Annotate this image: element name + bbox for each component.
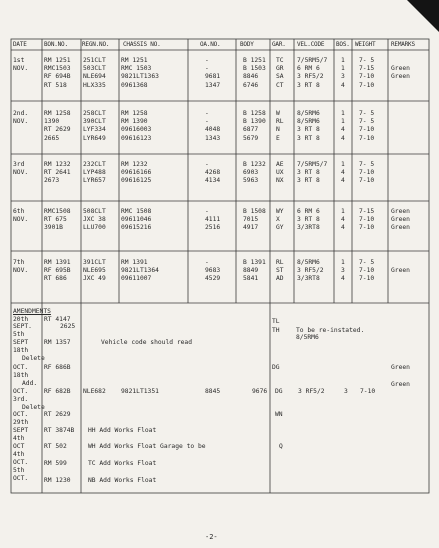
amend-action: Add. (22, 380, 38, 387)
cell-oa: 9681 (205, 73, 221, 81)
cell-remarks: Green (391, 216, 410, 224)
cell-regn: LYF334 (83, 126, 106, 134)
amend-date: 4th (13, 451, 25, 458)
cell-chassis: 09616123 (121, 134, 152, 142)
cell-gar: AE (276, 161, 284, 168)
cell-body: 5963 (243, 177, 259, 185)
amend-note: TC Add Works Float (88, 460, 157, 467)
amend-gar: DG (275, 388, 283, 395)
cell-regn: HLX335 (83, 81, 106, 89)
amend-gar: Q (279, 443, 283, 450)
cell-vel-code: 7/5RM5/7 (297, 57, 328, 64)
cell-regn: LYP488 (83, 169, 106, 177)
cell-gar: WY (276, 208, 284, 215)
cell-remarks: Green (391, 267, 410, 275)
cell-bon: RM 1258 (44, 110, 71, 117)
cell-vel-code: 3 RT 8 (297, 134, 320, 142)
col-header-oa: OA.NO. (200, 41, 221, 48)
cell-body: B 1258 (243, 110, 266, 117)
amend-regn: NLE682 (83, 388, 106, 395)
col-header-body: BODY (240, 41, 254, 48)
amendments-title: AMENDMENTS (13, 308, 51, 315)
cell-bos: 1 (341, 259, 345, 266)
cell-bos: 4 (341, 81, 345, 89)
cell-oa: 1347 (205, 81, 221, 89)
amend-remarks: Green (391, 381, 410, 388)
cell-vel-code: 3/3RT8 (297, 224, 320, 232)
cell-bos: 4 (341, 275, 345, 283)
amend-note: WH Add Works Float Garage to be (88, 443, 206, 450)
cell-weight: 7-10 (359, 275, 375, 283)
cell-body: B 1251 (243, 57, 266, 64)
amend-note: HH Add Works Float (88, 427, 157, 434)
cell-remarks: Green (391, 224, 410, 232)
cell-oa: 1343 (205, 134, 221, 142)
col-header-regn: REGN.NO. (82, 41, 110, 48)
amend-date: 4th (13, 435, 25, 442)
cell-bon: 1390 (44, 118, 60, 126)
cell-vel-code: 3 RF5/2 (297, 73, 324, 81)
cell-gar: E (276, 134, 280, 142)
cell-bos: 4 (341, 216, 345, 224)
cell-bos: 1 (341, 57, 345, 64)
cell-chassis: 09616003 (121, 126, 152, 134)
cell-body: 6746 (243, 81, 259, 89)
cell-body: B 1390 (243, 118, 266, 126)
cell-oa: - (205, 161, 209, 168)
cell-gar: RL (276, 118, 284, 126)
cell-gar: RL (276, 259, 284, 266)
cell-vel-code: 3 RT 8 (297, 126, 320, 134)
cell-gar: SA (276, 73, 284, 81)
amend-bon: RT 3874B (44, 427, 75, 434)
cell-chassis: 9821LT1364 (121, 267, 159, 275)
cell-body: B 1503 (243, 65, 266, 73)
cell-regn: LLU700 (83, 224, 106, 232)
cell-date: 3rd (13, 161, 25, 168)
cell-bon: 2665 (44, 134, 60, 142)
col-header-weight: WEIGHT (355, 41, 376, 48)
col-header-remarks: REMARKS (391, 41, 415, 48)
cell-oa: 4529 (205, 275, 221, 283)
cell-weight: 7- 5 (359, 57, 375, 64)
amend-bon: RM 1357 (44, 339, 71, 346)
cell-oa: - (205, 259, 209, 266)
cell-vel-code: 3/3RT8 (297, 275, 320, 283)
amend-date: OCT. (13, 475, 29, 482)
cell-body: 6903 (243, 169, 259, 177)
cell-gar: AD (276, 275, 284, 283)
cell-vel-code: 6 RM 6 (297, 65, 320, 73)
cell-bon: RF 695B (44, 267, 71, 275)
cell-bon: 3901B (44, 224, 63, 232)
amend-bon: RF 682B (44, 388, 71, 395)
cell-regn: LYR649 (83, 134, 106, 142)
cell-oa: 4111 (205, 216, 221, 224)
cell-remarks: Green (391, 208, 410, 215)
cell-chassis: RMC 1503 (121, 65, 152, 73)
cell-bos: 1 (341, 118, 345, 126)
cell-chassis: RMC 1508 (121, 208, 152, 215)
cell-bon: RM 1232 (44, 161, 71, 168)
cell-date: 1st (13, 57, 25, 64)
cell-oa: 9683 (205, 267, 221, 275)
cell-bos: 3 (341, 267, 345, 275)
cell-chassis: 09615216 (121, 224, 152, 232)
amend-date: OCT. (13, 364, 29, 371)
amend-gar: WN (275, 411, 283, 418)
amend-date: OCT. (13, 411, 29, 418)
amend-date: 29th (13, 419, 29, 426)
cell-weight: 7-10 (359, 73, 375, 81)
cell-remarks: Green (391, 73, 410, 81)
cell-regn: 390CLT (83, 118, 106, 126)
cell-bon: 2673 (44, 177, 60, 185)
amend-gar: TH (272, 327, 280, 334)
amend-bon: RT 502 (44, 443, 67, 450)
cell-weight: 7- 5 (359, 110, 375, 117)
cell-chassis: RM 1391 (121, 259, 148, 266)
cell-body: B 1391 (243, 259, 266, 266)
cell-chassis: RM 1390 (121, 118, 148, 126)
cell-oa: 2516 (205, 224, 221, 232)
col-header-date: DATE (13, 41, 27, 48)
cell-oa: - (205, 208, 209, 215)
cell-oa: - (205, 110, 209, 117)
cell-oa: - (205, 118, 209, 126)
cell-weight: 7-10 (359, 126, 375, 134)
amend-body: 9676 (252, 388, 268, 395)
cell-gar: X (276, 216, 280, 224)
col-header-bon: BON.NO. (44, 41, 68, 48)
amend-date: SEPT. (13, 323, 32, 330)
cell-chassis: RM 1258 (121, 110, 148, 117)
cell-oa: 4268 (205, 169, 221, 177)
cell-bon: RF 694B (44, 73, 71, 81)
cell-date: NOV. (13, 216, 29, 224)
cell-vel-code: 3 RF5/2 (297, 267, 324, 275)
cell-vel-code: 3 RT 8 (297, 177, 320, 185)
cell-vel-code: 3 RT 8 (297, 81, 320, 89)
amend-vel: 8/5RM6 (296, 334, 319, 341)
cell-regn: 508CLT (83, 208, 106, 215)
cell-date: NOV. (13, 169, 29, 177)
cell-regn: 232CLT (83, 161, 106, 168)
cell-remarks: Green (391, 65, 410, 73)
cell-date: NOV. (13, 65, 29, 73)
amend-date: 20th (13, 316, 29, 323)
amend-date: 3rd. (13, 396, 29, 403)
cell-bon: RM 1391 (44, 259, 71, 266)
cell-chassis: 0961368 (121, 81, 148, 89)
cell-bon: RMC1508 (44, 208, 71, 215)
amend-chassis: 9821LT1351 (121, 388, 159, 395)
cell-chassis: 09611046 (121, 216, 152, 224)
amend-date: OCT (13, 443, 25, 450)
cell-bon: RM 1251 (44, 57, 71, 64)
cell-chassis: 09616125 (121, 177, 152, 185)
cell-vel-code: 8/5RM6 (297, 118, 320, 126)
cell-oa: 4048 (205, 126, 221, 134)
cell-gar: CT (276, 81, 284, 89)
amend-gar: DG (272, 364, 280, 371)
cell-regn: 503CLT (83, 65, 106, 73)
cell-bos: 4 (341, 224, 345, 232)
amend-vel: 3 RF5/2 (298, 388, 325, 395)
cell-bos: 1 (341, 161, 345, 168)
cell-gar: W (276, 110, 280, 117)
cell-regn: LYR657 (83, 177, 106, 185)
amend-note: To be re-instated. (296, 327, 365, 334)
cell-bon: RT 2641 (44, 169, 71, 177)
amend-remarks: Green (391, 364, 410, 371)
cell-regn: JXC 38 (83, 216, 106, 224)
amend-weight: 7-10 (360, 388, 376, 395)
page-number: -2- (205, 533, 218, 541)
cell-gar: UX (276, 169, 284, 177)
cell-bon: RT 686 (44, 275, 67, 283)
cell-bon: RMC1503 (44, 65, 71, 73)
cell-weight: 7-10 (359, 267, 375, 275)
cell-bos: 1 (341, 208, 345, 215)
cell-regn: 258CLT (83, 110, 106, 117)
cell-weight: 7-10 (359, 134, 375, 142)
cell-vel-code: 8/5RM6 (297, 110, 320, 117)
cell-gar: NX (276, 177, 284, 185)
col-header-bos: BOS. (336, 41, 350, 48)
cell-weight: 7-15 (359, 65, 375, 73)
cell-weight: 7-10 (359, 224, 375, 232)
cell-weight: 7- 5 (359, 118, 375, 126)
cell-weight: 7-10 (359, 169, 375, 177)
cell-gar: ST (276, 267, 284, 275)
cell-regn: NLE695 (83, 267, 106, 275)
amend-date: 5th (13, 467, 25, 474)
cell-body: 7015 (243, 216, 259, 224)
cell-weight: 7-10 (359, 81, 375, 89)
amend-gar: TL (272, 318, 280, 325)
cell-weight: 7- 5 (359, 259, 375, 266)
amend-bon: RM 599 (44, 460, 67, 467)
cell-vel-code: 3 RT 8 (297, 169, 320, 177)
cell-bos: 4 (341, 134, 345, 142)
amend-bon: 2625 (60, 323, 76, 330)
cell-regn: NLE694 (83, 73, 106, 81)
cell-date: NOV. (13, 267, 29, 275)
cell-chassis: 09611007 (121, 275, 152, 283)
cell-weight: 7- 5 (359, 161, 375, 168)
cell-bos: 4 (341, 177, 345, 185)
cell-body: 8846 (243, 73, 259, 81)
amend-date: OCT. (13, 388, 29, 395)
cell-oa: - (205, 65, 209, 73)
cell-chassis: 09616166 (121, 169, 152, 177)
cell-vel-code: 8/5RM6 (297, 259, 320, 266)
amend-action: Delete (22, 404, 45, 411)
cell-body: B 1508 (243, 208, 266, 215)
cell-regn: 391CLT (83, 259, 106, 266)
cell-bos: 3 (341, 73, 345, 81)
cell-body: 5841 (243, 275, 259, 283)
cell-gar: TC (276, 57, 284, 64)
amend-bon: RM 1230 (44, 477, 71, 484)
cell-date: 7th (13, 259, 25, 266)
amend-bon: RT 2629 (44, 411, 71, 418)
amend-note: NB Add Works Float (88, 477, 157, 484)
amend-bon: RT 4147 (44, 316, 71, 323)
cell-body: 5679 (243, 134, 259, 142)
cell-oa: - (205, 57, 209, 64)
amend-date: 5th (13, 331, 25, 338)
amend-bos: 3 (344, 388, 348, 395)
amend-action: Delete (22, 355, 45, 362)
col-header-vel-code: VEL.CODE (297, 41, 325, 48)
cell-date: 2nd. (13, 110, 29, 117)
cell-body: 8849 (243, 267, 259, 275)
cell-body: B 1232 (243, 161, 266, 168)
cell-body: 4917 (243, 224, 259, 232)
amend-oa: 8845 (205, 388, 221, 395)
cell-regn: JXC 49 (83, 275, 106, 283)
cell-weight: 7-15 (359, 208, 375, 215)
cell-date: 6th (13, 208, 25, 215)
cell-vel-code: 7/5RM5/7 (297, 161, 328, 168)
cell-vel-code: 3 RT 8 (297, 216, 320, 224)
amend-date: 18th (13, 347, 29, 354)
cell-chassis: 9821LT1363 (121, 73, 159, 81)
cell-bos: 4 (341, 169, 345, 177)
cell-bon: RT 2629 (44, 126, 71, 134)
amend-note: Vehicle code should read (101, 339, 192, 346)
cell-bos: 1 (341, 110, 345, 117)
amend-bon: RF 686B (44, 364, 71, 371)
cell-date: NOV. (13, 118, 29, 126)
cell-vel-code: 6 RM 6 (297, 208, 320, 215)
col-header-chassis: CHASSIS NO. (123, 41, 161, 48)
amend-date: SEPT (13, 339, 29, 346)
cell-body: 6877 (243, 126, 259, 134)
cell-gar: N (276, 126, 280, 134)
amend-date: SEPT (13, 427, 29, 434)
cell-chassis: RM 1232 (121, 161, 148, 168)
cell-bon: RT 518 (44, 81, 67, 89)
col-header-gar: GAR. (272, 41, 286, 48)
cell-oa: 4134 (205, 177, 221, 185)
cell-weight: 7-10 (359, 177, 375, 185)
cell-bos: 1 (341, 65, 345, 73)
cell-chassis: RM 1251 (121, 57, 148, 64)
cell-bos: 4 (341, 126, 345, 134)
cell-gar: GY (276, 224, 284, 232)
cell-bon: RT 675 (44, 216, 67, 224)
cell-gar: GR (276, 65, 284, 73)
amend-date: 18th (13, 372, 29, 379)
cell-weight: 7-10 (359, 216, 375, 224)
amend-date: OCT. (13, 459, 29, 466)
cell-regn: 251CLT (83, 57, 106, 64)
